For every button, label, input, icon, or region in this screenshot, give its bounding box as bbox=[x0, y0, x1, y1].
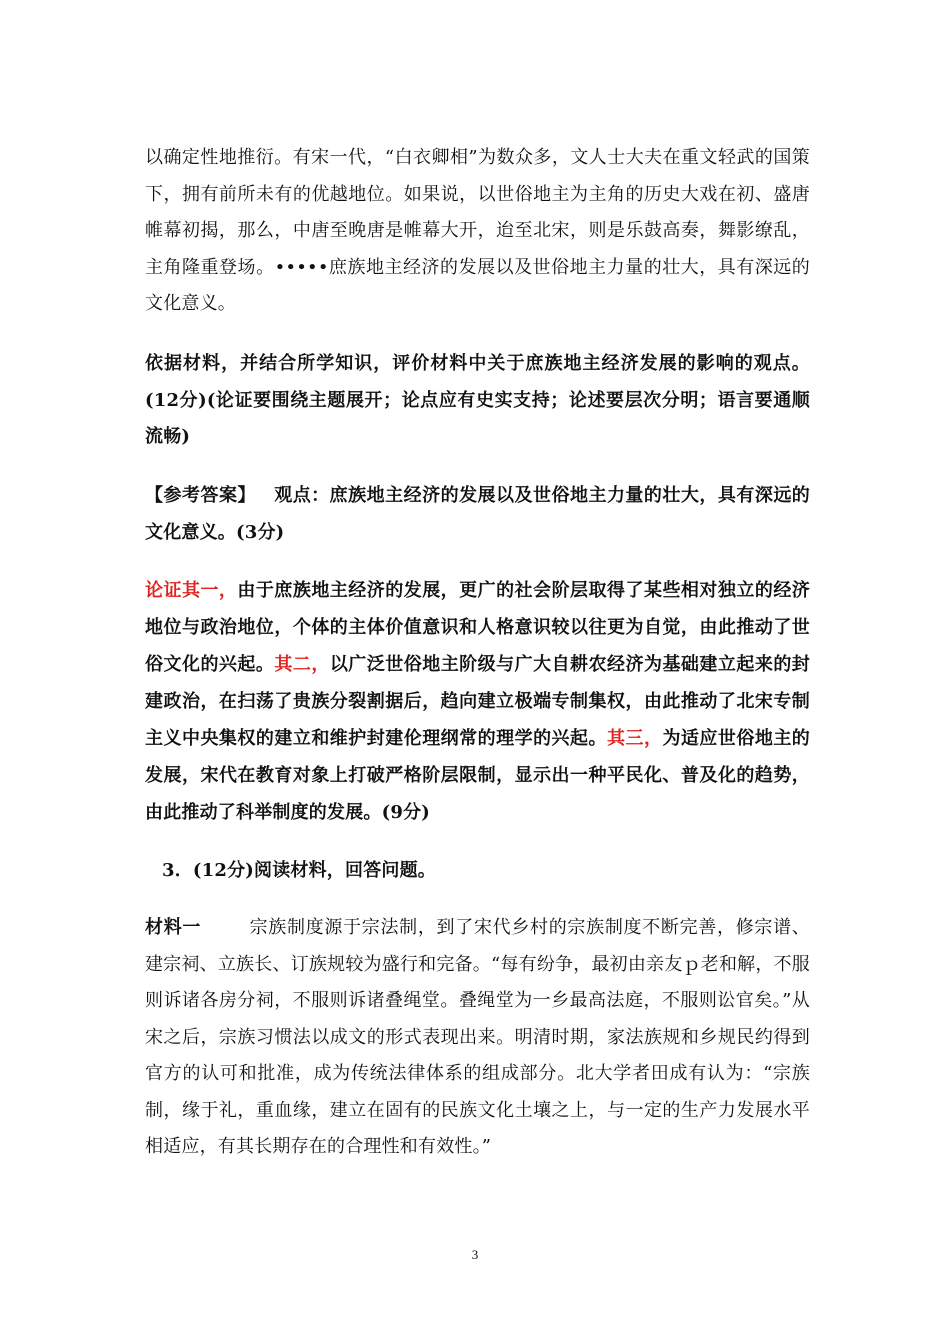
argument-3-label: 其三， bbox=[606, 728, 663, 749]
answer-viewpoint-paragraph bbox=[145, 478, 810, 551]
material-1-label: 材料一 bbox=[145, 917, 202, 938]
question-2-prompt bbox=[145, 346, 810, 456]
material-1-paragraph bbox=[145, 910, 810, 1166]
answer-viewpoint: 观点：庶族地主经济的发展以及世俗地主力量的壮大，具有深远的文化意义。(3分) bbox=[145, 485, 811, 543]
question-3-text: 3．(12分)阅读材料，回答问题。 bbox=[162, 860, 437, 881]
question-3-heading bbox=[162, 853, 827, 890]
argument-2-label: 其二， bbox=[274, 654, 330, 675]
question-2-text: 依据材料，并结合所学知识，评价材料中关于庶族地主经济发展的影响的观点。(12分)(论证要围绕主题展开；论点应有史实支持；论述要层次分明；语言要通顺流畅) bbox=[145, 353, 810, 447]
argument-3-text: 为适应世俗地主的发展，宋代在教育对象上打破严格阶层限制，显示出一种平民化、普及化的趋势，由此推动了科举制度的发展。(9分) bbox=[145, 728, 810, 823]
material-1-text: 宗族制度源于宗法制，到了宋代乡村的宗族制度不断完善，修宗谱、建宗祠、立族长、订族规较为盛行和完备。“每有纷争，最初由亲友ｐ老和解，不服则诉诸各房分祠，不服则诉诸叠绳堂。叠绳堂为一乡最高法庭，不服则讼官矣。”从宋之后，宗族习惯法以成文的形式表现出来。明清时期，家法族规和乡规民约得到官方的认可和批准，成为传统法律体系的组成部分。北大学者田成有认为：“宗族制，缘于礼，重血缘，建立在固有的民族文化土壤之上，与一定的生产力发展水平相适应，有其长期存在的合理性和有效性。” bbox=[145, 917, 810, 1157]
answer-label: 【参考答案】 bbox=[145, 485, 256, 506]
material-continuation-paragraph bbox=[145, 140, 810, 323]
material-continuation-text: 以确定性地推衍。有宋一代，“白衣卿相”为数众多，文人士大夫在重文轻武的国策下，拥有前所未有的优越地位。如果说，以世俗地主为主角的历史大戏在初、盛唐帷幕初揭，那么，中唐至晚唐是帷幕大开，迨至北宋，则是乐鼓高奏，舞影缭乱，主角隆重登场。•••••庶族地主经济的发展以及世俗地主力量的壮大，具有深远的文化意义。 bbox=[145, 147, 810, 314]
page-number: 3 bbox=[471, 1247, 479, 1262]
argument-2-text: 以广泛世俗地主阶级与广大自耕农经济为基础建立起来的封建政治，在扫荡了贵族分裂割据后，趋向建立极端专制集权，由此推动了北宋专制主义中央集权的建立和维护封建伦理纲常的理学的兴起。 bbox=[145, 654, 810, 749]
answer-arguments-paragraph bbox=[145, 572, 810, 831]
argument-1-text: 由于庶族地主经济的发展，更广的社会阶层取得了某些相对独立的经济地位与政治地位，个体的主体价值意识和人格意识较以往更为自觉，由此推动了世俗文化的兴起。 bbox=[145, 580, 811, 675]
argument-1-label: 论证其一， bbox=[145, 580, 238, 601]
